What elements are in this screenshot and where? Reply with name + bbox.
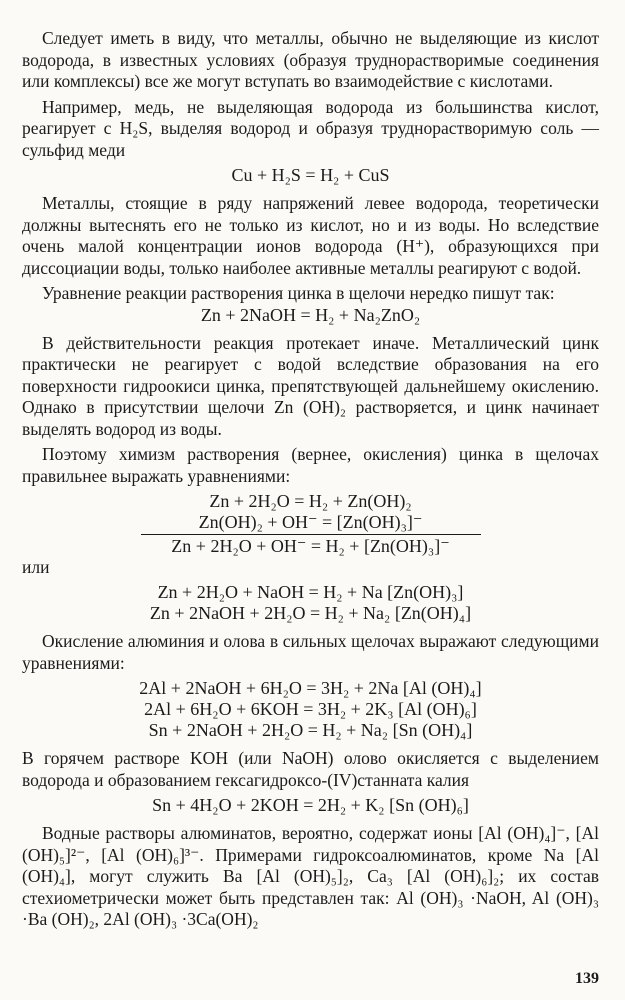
equation-cu-h2s: Cu + H₂S = H₂ + CuS xyxy=(231,165,390,185)
equation-zn-water: Zn + 2H₂O = H₂ + Zn(OH)₂ xyxy=(209,491,412,511)
equation-zn-naoh-water: Zn + 2H₂O + NaOH = H₂ + Na [Zn(OH)₃] xyxy=(157,582,464,602)
sum-line xyxy=(141,534,481,535)
equation-sn-koh: Sn + 4H₂O + 2KOH = 2H₂ + K₂ [Sn (OH)₆] xyxy=(152,795,469,815)
paragraph-zinc-alkali: Уравнение реакции растворения цинка в щелочи нередко пишут так: xyxy=(42,283,555,303)
equation-sum-block xyxy=(141,491,481,557)
equation-al-naoh: 2Al + 2NaOH + 6H₂O = 3H₂ + 2Na [Al (OH)₄] xyxy=(139,678,482,698)
equation-zn-naoh: Zn + 2NaOH = H₂ + Na₂ZnO₂ xyxy=(200,304,421,325)
equation-zn-hydroxide: Zn(OH)₂ + OH⁻ = [Zn(OH)₃]⁻ xyxy=(198,512,423,532)
paragraph-al-sn: Окисление алюминия и олова в сильных щелочах выражают следующими уравнениями: xyxy=(22,631,599,673)
paragraph-aluminates: Водные растворы алюминатов, вероятно, содержат ионы [Al (OH)₄]⁻, [Al (OH)₅]²⁻, [Al (OH)₆]³⁻. Примерами гидроксоалюминатов, кроме Na [Al (OH)₄], могут служить Ba [Al (OH)₅]₂, Ca₃ [Al (OH)₆]₂; их состав стехиометрически может быть представлен так: Al (OH)₃ ·NaOH, Al (OH)₃ ·Ba (OH)₂, 2Al (OH)₃ ·3Ca(OH)₂ xyxy=(22,823,599,929)
paragraph-voltage-series: Металлы, стоящие в ряду напряжений левее водорода, теоретически должны вытеснять его не только из кислот, но и из воды. Но вследствие очень малой концентрации ионов водорода (H⁺), образующихся при диссоциации воды, только наиболее активные металлы реагируют с водой. xyxy=(22,193,599,278)
equation-zn-tetrahydroxo: Zn + 2NaOH + 2H₂O = H₂ + Na₂ [Zn(OH)₄] xyxy=(149,603,472,623)
paragraph-hot-koh: В горячем растворе KOH (или NaOH) олово окисляется с выделением водорода и образованием гексагидроксо-(IV)станната калия xyxy=(22,748,599,790)
page-number: 139 xyxy=(575,970,599,987)
paragraph-copper: Например, медь, не выделяющая водорода из большинства кислот, реагирует с H₂S, выделяя водород и образуя труднорастворимую соль — сульфид меди xyxy=(22,96,599,160)
paragraph-metals-complexes: Следует иметь в виду, что металлы, обычно не выделяющие из кислот водорода, в известных условиях (образуя труднорастворимые соединения или комплексы) все же могут вступать во взаимодействие с кислотами. xyxy=(22,28,599,91)
equation-zn-sum: Zn + 2H₂O + OH⁻ = H₂ + [Zn(OH)₃]⁻ xyxy=(171,536,450,556)
equation-sn-naoh: Sn + 2NaOH + 2H₂O = H₂ + Na₂ [Sn (OH)₄] xyxy=(148,720,473,740)
paragraph-reality: В действительности реакция протекает иначе. Металлический цинк практически не реагирует с водой вследствие образования на его поверхности гидроокиси цинка, препятствующей дальнейшему окислению. Однако в присутствии щелочи Zn (OH)₂ растворяется, и цинк начинает выделять водород из воды. xyxy=(22,332,599,439)
word-or: или xyxy=(22,557,50,577)
equation-al-koh: 2Al + 6H₂O + 6KOH = 3H₂ + 2K₃ [Al (OH)₆] xyxy=(144,699,477,719)
paragraph-chemistry: Поэтому химизм растворения (вернее, окисления) цинка в щелочах правильнее выражать уравнениями: xyxy=(22,444,599,486)
